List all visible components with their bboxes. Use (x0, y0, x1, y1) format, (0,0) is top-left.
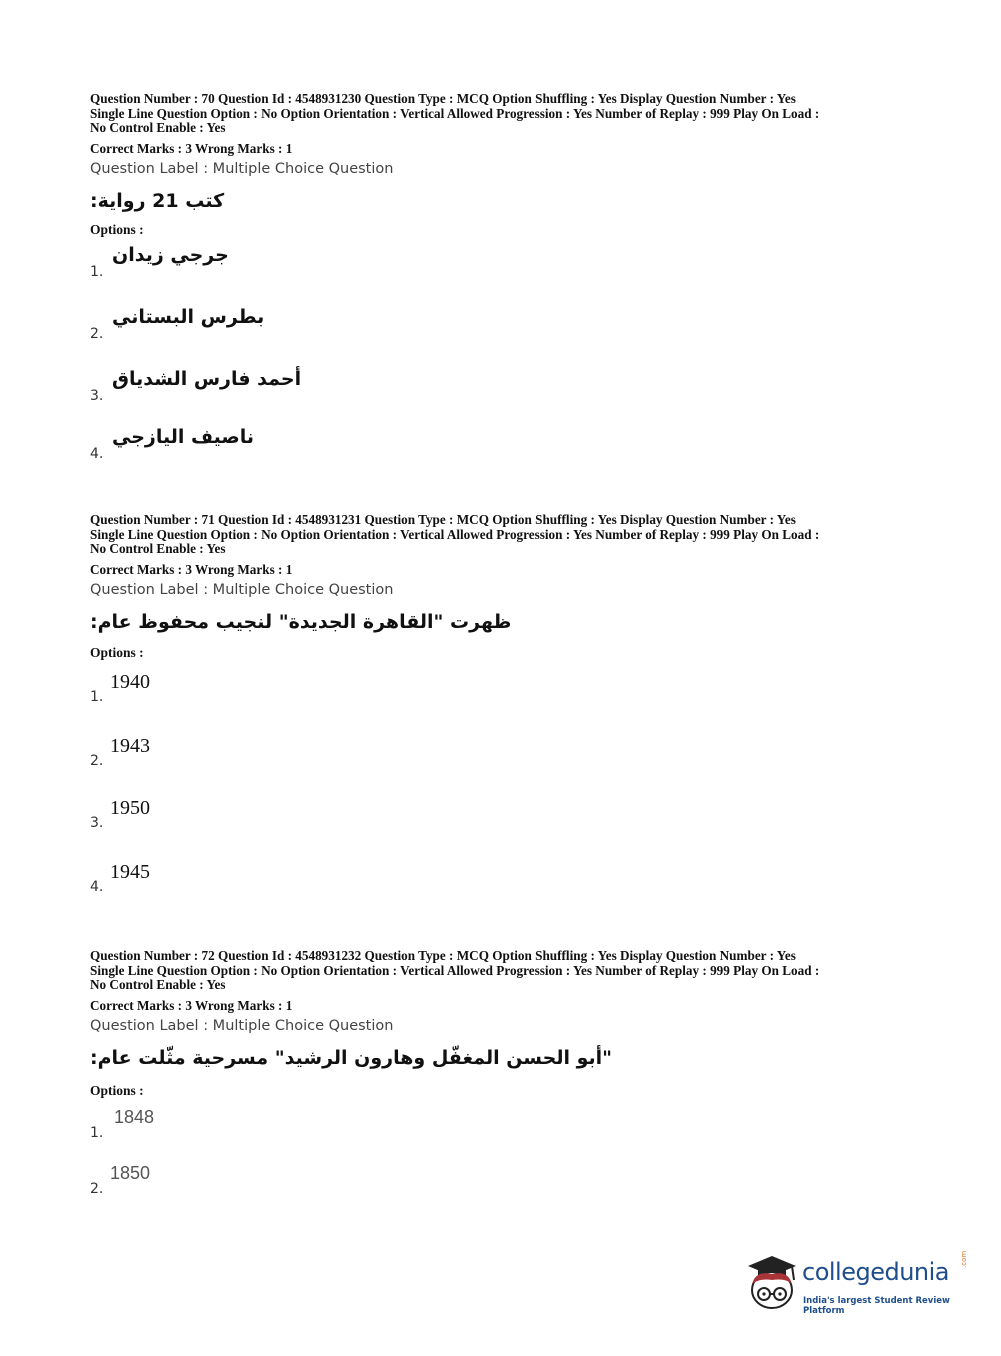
option-number: 4. (90, 878, 104, 895)
option-number: 3. (90, 387, 104, 404)
logo-brand-text: collegedunia (802, 1258, 950, 1286)
question-meta-line: Single Line Question Option : No Option Orientation : Vertical Allowed Progression : Yes Number of Replay : 999 Play On Load : (90, 962, 820, 978)
options-list (90, 1105, 920, 1223)
option-value: 1945 (110, 860, 150, 883)
option-value: 1850 (110, 1162, 151, 1183)
option-value: جرجي زيدان (112, 243, 229, 266)
option-number: 1. (90, 688, 104, 705)
question-text: كتب 21 رواية: (90, 189, 225, 212)
question-block-72 (90, 949, 920, 1223)
options-heading: Options : (90, 221, 144, 237)
question-label: Question Label : Multiple Choice Question (90, 1017, 394, 1034)
options-heading: Options : (90, 644, 144, 660)
question-meta-line: Question Number : 72 Question Id : 4548931232 Question Type : MCQ Option Shuffling : Yes Display Question Number : Yes (90, 948, 796, 963)
question-marks: Correct Marks : 3 Wrong Marks : 1 (90, 561, 293, 577)
collegedunia-logo[interactable] (742, 1252, 972, 1314)
options-list (90, 669, 920, 921)
question-marks: Correct Marks : 3 Wrong Marks : 1 (90, 997, 293, 1013)
option-number: 1. (90, 1124, 104, 1141)
question-text: "أبو الحسن المغفّل وهارون الرشيد" مسرحية مثّلت عام: (90, 1046, 613, 1069)
question-meta-line: No Control Enable : Yes (90, 120, 226, 135)
option-value: 1940 (110, 670, 150, 693)
option-value: ناصيف اليازجي (112, 425, 255, 448)
question-block-71 (90, 513, 920, 921)
option-item[interactable] (90, 669, 920, 733)
question-meta-line: Single Line Question Option : No Option Orientation : Vertical Allowed Progression : Yes Number of Replay : 999 Play On Load : (90, 526, 820, 542)
option-item[interactable] (90, 426, 920, 488)
option-value: 1943 (110, 734, 150, 757)
option-value: 1848 (114, 1106, 155, 1127)
options-list (90, 244, 920, 488)
question-marks: Correct Marks : 3 Wrong Marks : 1 (90, 140, 293, 156)
option-number: 2. (90, 1180, 104, 1197)
logo-tld-text: .com (960, 1250, 968, 1268)
option-item[interactable] (90, 306, 920, 368)
options-heading: Options : (90, 1082, 144, 1098)
option-item[interactable] (90, 859, 920, 921)
option-value: أحمد فارس الشدياق (112, 367, 302, 390)
option-number: 4. (90, 445, 104, 462)
option-number: 2. (90, 752, 104, 769)
question-block-70 (90, 92, 920, 488)
student-mascot-icon (742, 1252, 800, 1314)
option-value: 1950 (110, 796, 150, 819)
option-number: 2. (90, 325, 104, 342)
question-meta-line: No Control Enable : Yes (90, 977, 226, 992)
logo-tagline: India's largest Student Review Platform (803, 1296, 950, 1316)
option-number: 3. (90, 814, 104, 831)
option-item[interactable] (90, 733, 920, 795)
question-label: Question Label : Multiple Choice Question (90, 581, 394, 598)
question-label: Question Label : Multiple Choice Question (90, 160, 394, 177)
question-meta-line: Question Number : 70 Question Id : 4548931230 Question Type : MCQ Option Shuffling : Yes Display Question Number : Yes (90, 91, 796, 106)
option-item[interactable] (90, 1105, 920, 1161)
question-meta-line: No Control Enable : Yes (90, 541, 226, 556)
question-meta-line: Question Number : 71 Question Id : 4548931231 Question Type : MCQ Option Shuffling : Yes Display Question Number : Yes (90, 512, 796, 527)
option-item[interactable] (90, 1161, 920, 1223)
option-item[interactable] (90, 244, 920, 306)
option-item[interactable] (90, 368, 920, 426)
question-text: ظهرت "القاهرة الجديدة" لنجيب محفوظ عام: (90, 610, 512, 633)
option-number: 1. (90, 263, 104, 280)
question-meta-line: Single Line Question Option : No Option Orientation : Vertical Allowed Progression : Yes Number of Replay : 999 Play On Load : (90, 105, 820, 121)
option-value: بطرس البستاني (112, 305, 265, 328)
option-item[interactable] (90, 795, 920, 859)
